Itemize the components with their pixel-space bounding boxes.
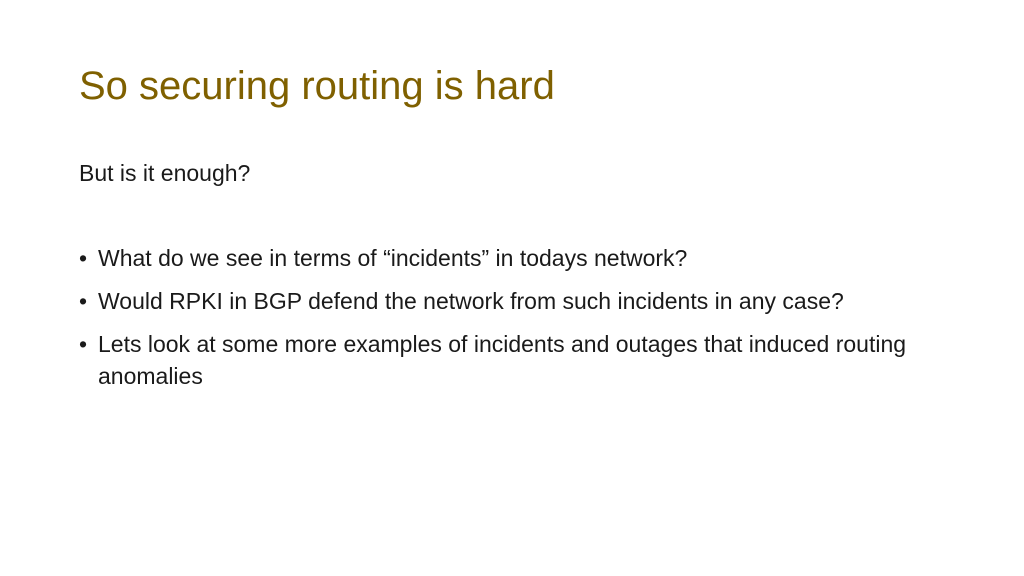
- bullet-icon: •: [79, 288, 88, 314]
- slide-title: So securing routing is hard: [79, 64, 555, 108]
- bullet-icon: •: [79, 331, 88, 357]
- bullet-item: [79, 242, 919, 274]
- bullet-item: [79, 328, 919, 392]
- bullet-item: [79, 285, 919, 317]
- bullet-list: [79, 242, 919, 403]
- bullet-text: Would RPKI in BGP defend the network from such incidents in any case?: [98, 288, 844, 314]
- intro-text: But is it enough?: [79, 160, 251, 186]
- bullet-icon: •: [79, 245, 88, 271]
- bullet-text: Lets look at some more examples of incidents and outages that induced routing anomalies: [98, 331, 907, 389]
- bullet-text: What do we see in terms of “incidents” in todays network?: [98, 245, 688, 271]
